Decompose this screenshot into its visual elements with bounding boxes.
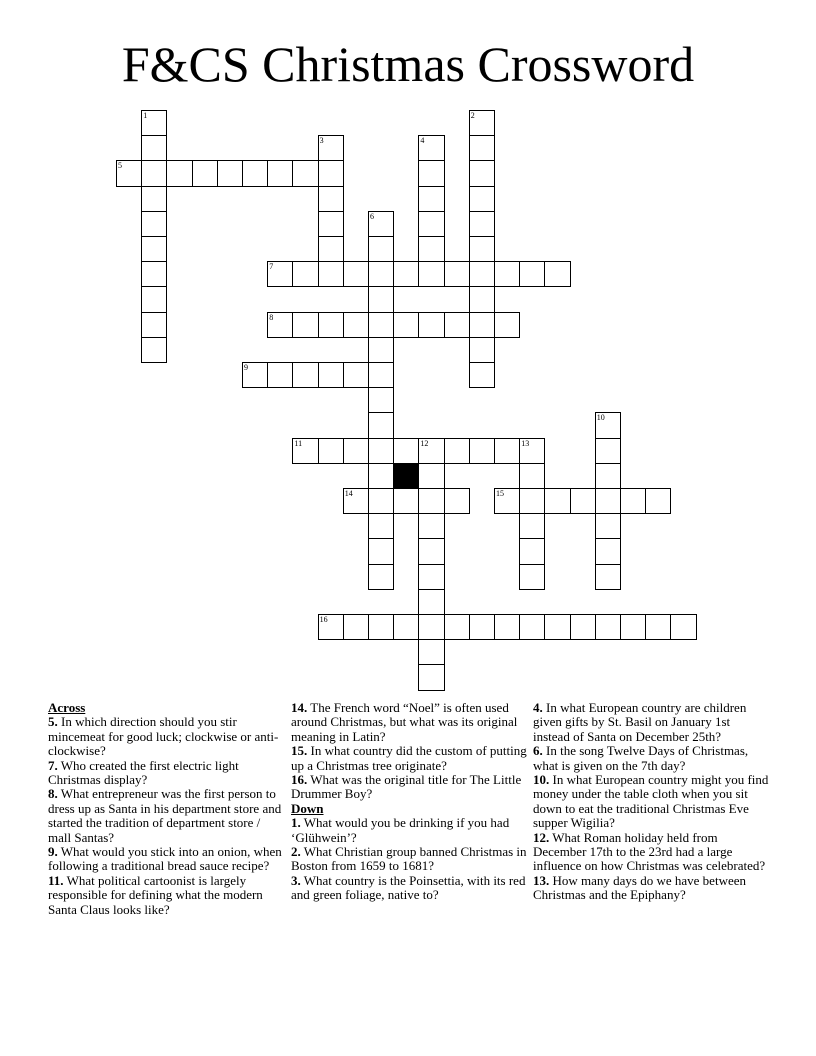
clue-number: 8 <box>269 312 274 322</box>
shaded-square <box>393 463 419 489</box>
clue-number: 14 <box>344 489 353 498</box>
grid-cell[interactable] <box>418 312 444 338</box>
grid-cell[interactable] <box>544 488 570 514</box>
grid-cell[interactable] <box>368 513 394 539</box>
grid-cell[interactable] <box>368 261 394 287</box>
grid-cell[interactable] <box>393 261 419 287</box>
clue-number: 6 <box>370 211 374 221</box>
grid-cell[interactable] <box>469 312 495 338</box>
grid-cell[interactable] <box>519 261 545 287</box>
grid-cell[interactable] <box>318 186 344 212</box>
grid-cell[interactable] <box>368 538 394 564</box>
grid-cell[interactable] <box>343 312 369 338</box>
clue-across-9: 9. What would you stick into an onion, when following a traditional bread sauce recipe? <box>48 844 282 874</box>
grid-cell[interactable] <box>519 538 545 564</box>
grid-cell[interactable] <box>292 160 318 186</box>
grid-cell[interactable] <box>343 362 369 388</box>
grid-cell[interactable] <box>418 614 444 640</box>
grid-cell[interactable] <box>519 614 545 640</box>
clue-down-2: 2. What Christian group banned Christmas in Boston from 1659 to 1681? <box>291 844 527 874</box>
clue-number: 7 <box>269 262 274 272</box>
grid-cell[interactable] <box>292 261 318 287</box>
clue-across-8: 8. What entrepreneur was the first person to dress up as Santa in his department store and started the tradition of department store / mall Santas? <box>48 786 282 845</box>
grid-cell[interactable] <box>141 337 167 363</box>
grid-cell[interactable] <box>141 236 167 262</box>
grid-cell[interactable] <box>494 312 520 338</box>
grid-cell[interactable] <box>318 236 344 262</box>
grid-cell[interactable] <box>469 135 495 161</box>
grid-cell[interactable] <box>595 614 621 640</box>
grid-cell[interactable] <box>141 110 167 136</box>
grid-cell[interactable] <box>343 488 369 514</box>
grid-cell[interactable] <box>418 236 444 262</box>
clue-down-10: 10. In what European country might you find money under the table cloth when you sit down to eat the traditional Christmas Eve supper Wigilia? <box>533 772 769 831</box>
grid-cell[interactable] <box>141 160 167 186</box>
grid-cell[interactable] <box>292 438 318 464</box>
grid-cell[interactable] <box>141 186 167 212</box>
clue-number: 5 <box>118 161 122 171</box>
grid-cell[interactable] <box>368 614 394 640</box>
grid-cell[interactable] <box>368 337 394 363</box>
grid-cell[interactable] <box>318 261 344 287</box>
grid-cell[interactable] <box>444 438 470 464</box>
clue-column-3 <box>533 701 769 903</box>
grid-cell[interactable] <box>318 362 344 388</box>
grid-cell[interactable] <box>192 160 218 186</box>
clue-column-2 <box>291 701 527 903</box>
clue-number: 10 <box>596 413 605 423</box>
grid-cell[interactable] <box>368 312 394 338</box>
grid-cell[interactable] <box>393 438 419 464</box>
grid-cell[interactable] <box>494 614 520 640</box>
grid-cell[interactable] <box>595 488 621 514</box>
clue-down-1: 1. What would you be drinking if you had ‘Glühwein’? <box>291 815 510 845</box>
grid-cell[interactable] <box>444 312 470 338</box>
grid-cell[interactable] <box>670 614 696 640</box>
grid-cell[interactable] <box>292 362 318 388</box>
grid-cell[interactable] <box>141 261 167 287</box>
clue-across-14: 14. The French word “Noel” is often used around Christmas, but what was its original meaning in Latin? <box>291 700 518 744</box>
grid-cell[interactable] <box>519 513 545 539</box>
grid-cell[interactable] <box>343 261 369 287</box>
clue-number: 11 <box>294 438 303 448</box>
grid-cell[interactable] <box>469 261 495 287</box>
clue-down-13: 13. How many days do we have between Christmas and the Epiphany? <box>533 872 746 903</box>
grid-cell[interactable] <box>595 412 621 438</box>
grid-cell[interactable] <box>368 463 394 489</box>
page-title: F&CS Christmas Crossword <box>121 36 695 92</box>
grid-cell[interactable] <box>267 362 293 388</box>
grid-cell[interactable] <box>494 488 520 514</box>
across-heading: Across <box>48 700 86 715</box>
clue-number: 1 <box>143 111 148 120</box>
grid-cell[interactable] <box>267 160 293 186</box>
grid-cell[interactable] <box>318 160 344 186</box>
grid-cell[interactable] <box>116 160 142 186</box>
clue-number: 3 <box>319 136 324 146</box>
grid-cell[interactable] <box>368 236 394 262</box>
grid-cell[interactable] <box>620 488 646 514</box>
grid-cell[interactable] <box>393 488 419 514</box>
grid-cell[interactable] <box>418 538 444 564</box>
grid-cell[interactable] <box>469 286 495 312</box>
grid-cell[interactable] <box>544 614 570 640</box>
grid-cell[interactable] <box>141 286 167 312</box>
grid-cell[interactable] <box>595 513 621 539</box>
grid-cell[interactable] <box>444 614 470 640</box>
grid-cell[interactable] <box>418 211 444 237</box>
grid-cell[interactable] <box>343 614 369 640</box>
grid-cell[interactable] <box>368 412 394 438</box>
grid-cell[interactable] <box>368 438 394 464</box>
grid-cell[interactable] <box>494 438 520 464</box>
grid-cell[interactable] <box>368 488 394 514</box>
grid-cell[interactable] <box>519 488 545 514</box>
grid-cell[interactable] <box>418 513 444 539</box>
clue-number: 16 <box>319 615 328 624</box>
grid-cell[interactable] <box>620 614 646 640</box>
grid-cell[interactable] <box>166 160 192 186</box>
grid-cell[interactable] <box>418 160 444 186</box>
clue-across-16: 16. What was the original title for The Little Drummer Boy? <box>291 772 522 802</box>
clue-across-7: 7. Who created the first electric light Christmas display? <box>48 757 239 788</box>
grid-cell[interactable] <box>418 135 444 161</box>
grid-cell[interactable] <box>141 135 167 161</box>
down-heading: Down <box>291 800 324 816</box>
grid-cell[interactable] <box>418 639 444 665</box>
grid-cell[interactable] <box>368 286 394 312</box>
grid-cell[interactable] <box>267 312 293 338</box>
grid-cell[interactable] <box>469 236 495 262</box>
grid-cell[interactable] <box>267 261 293 287</box>
grid-cell[interactable] <box>418 488 444 514</box>
clue-number: 9 <box>244 363 248 372</box>
clue-down-4: 4. In what European country are children given gifts by St. Basil on January 1st instead of Santa on December 25th? <box>533 700 747 744</box>
clue-number: 13 <box>521 438 530 448</box>
clue-across-5: 5. In which direction should you stir mincemeat for good luck; clockwise or anti-clockwise? <box>48 714 279 759</box>
grid-cell[interactable] <box>444 261 470 287</box>
clue-number: 15 <box>496 489 504 498</box>
grid-cell[interactable] <box>595 463 621 489</box>
grid-cell[interactable] <box>469 438 495 464</box>
grid-cell[interactable] <box>418 438 444 464</box>
grid-cell[interactable] <box>368 362 394 388</box>
grid-cell[interactable] <box>318 135 344 161</box>
grid-cell[interactable] <box>469 614 495 640</box>
clue-down-6: 6. In the song Twelve Days of Christmas, what is given on the 7th day? <box>533 743 749 773</box>
grid-cell[interactable] <box>418 261 444 287</box>
grid-cell[interactable] <box>494 261 520 287</box>
grid-cell[interactable] <box>519 564 545 590</box>
grid-cell[interactable] <box>368 387 394 413</box>
grid-cell[interactable] <box>418 564 444 590</box>
grid-cell[interactable] <box>469 160 495 186</box>
grid-cell[interactable] <box>393 312 419 338</box>
grid-cell[interactable] <box>444 488 470 514</box>
grid-cell[interactable] <box>469 186 495 212</box>
grid-cell[interactable] <box>393 614 419 640</box>
clue-down-12: 12. What Roman holiday held from December 17th to the 23rd had a large influence on how Christmas was celebrated? <box>533 829 766 874</box>
grid-cell[interactable] <box>318 438 344 464</box>
grid-cell[interactable] <box>519 463 545 489</box>
clue-number: 2 <box>470 111 475 120</box>
grid-cell[interactable] <box>595 438 621 464</box>
grid-cell[interactable] <box>217 160 243 186</box>
grid-cell[interactable] <box>469 110 495 136</box>
grid-cell[interactable] <box>368 211 394 237</box>
grid-cell[interactable] <box>519 438 545 464</box>
grid-cell[interactable] <box>318 211 344 237</box>
grid-cell[interactable] <box>469 211 495 237</box>
grid-cell[interactable] <box>318 614 344 640</box>
clue-across-11: 11. What political cartoonist is largely responsible for defining what the modern Santa Claus looks like? <box>48 872 263 917</box>
grid-cell[interactable] <box>595 538 621 564</box>
grid-cell[interactable] <box>242 160 268 186</box>
grid-cell[interactable] <box>469 337 495 363</box>
grid-cell[interactable] <box>544 261 570 287</box>
grid-cell[interactable] <box>595 564 621 590</box>
grid-cell[interactable] <box>318 312 344 338</box>
grid-cell[interactable] <box>368 564 394 590</box>
grid-cell[interactable] <box>418 186 444 212</box>
grid-cell[interactable] <box>469 362 495 388</box>
grid-cell[interactable] <box>141 211 167 237</box>
grid-cell[interactable] <box>645 614 671 640</box>
grid-cell[interactable] <box>570 614 596 640</box>
grid-cell[interactable] <box>418 664 444 690</box>
grid-cell[interactable] <box>343 438 369 464</box>
clue-number: 12 <box>420 438 429 448</box>
clue-across-15: 15. In what country did the custom of putting up a Christmas tree originate? <box>291 743 527 773</box>
grid-cell[interactable] <box>242 362 268 388</box>
grid-cell[interactable] <box>418 463 444 489</box>
grid-cell[interactable] <box>141 312 167 338</box>
clue-number: 4 <box>420 136 425 146</box>
grid-cell[interactable] <box>418 589 444 615</box>
grid-cell[interactable] <box>570 488 596 514</box>
grid-cell[interactable] <box>292 312 318 338</box>
grid-cell[interactable] <box>645 488 671 514</box>
clue-column-1 <box>48 701 284 917</box>
clue-down-3: 3. What country is the Poinsettia, with its red and green foliage, native to? <box>291 872 526 903</box>
